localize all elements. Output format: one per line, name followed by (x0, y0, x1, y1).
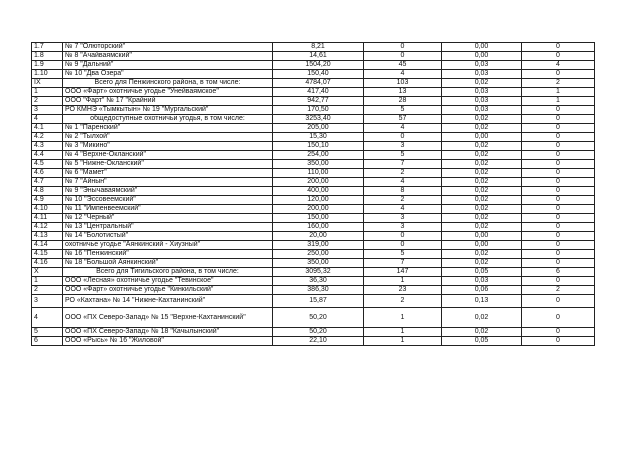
quota-cell: 0 (522, 295, 595, 308)
rate-cell: 0,02 (442, 223, 522, 232)
area-cell: 8,21 (273, 43, 364, 52)
rate-cell: 0,03 (442, 97, 522, 106)
row-number-cell: 6 (32, 337, 63, 346)
rate-cell: 0,13 (442, 295, 522, 308)
hunting-ground-name-cell: № 18 "Большой Аянкинский" (63, 259, 273, 268)
count-cell: 3 (364, 223, 442, 232)
quota-cell: 0 (522, 337, 595, 346)
hunting-ground-name-cell: № 10 "Эссовеемский" (63, 196, 273, 205)
hunting-ground-name-cell: № 9 "Дальний" (63, 61, 273, 70)
hunting-ground-name-cell: ООО «Рысь» № 16 "Жиловой" (63, 337, 273, 346)
count-cell: 0 (364, 241, 442, 250)
count-cell: 0 (364, 232, 442, 241)
area-cell: 200,00 (273, 178, 364, 187)
rate-cell: 0,02 (442, 187, 522, 196)
table-row (32, 97, 595, 106)
table-row (32, 308, 595, 328)
hunting-ground-name-cell: № 7 "Айнын" (63, 178, 273, 187)
count-cell: 13 (364, 88, 442, 97)
quota-cell: 0 (522, 223, 595, 232)
hunting-ground-name-cell: РО КМНЭ «Тымкытын» № 19 "Мургальский" (63, 106, 273, 115)
count-cell: 2 (364, 169, 442, 178)
quota-cell: 0 (522, 151, 595, 160)
rate-cell: 0,02 (442, 328, 522, 337)
area-cell: 386,30 (273, 286, 364, 295)
count-cell: 4 (364, 178, 442, 187)
table-row (32, 79, 595, 88)
area-cell: 22,10 (273, 337, 364, 346)
row-number-cell: 1.8 (32, 52, 63, 61)
table-row (32, 61, 595, 70)
quota-cell: 0 (522, 115, 595, 124)
area-cell: 205,00 (273, 124, 364, 133)
hunting-ground-name-cell: ООО "Фарт" № 17 "Крайний (63, 97, 273, 106)
area-cell: 4784,07 (273, 79, 364, 88)
table-row (32, 232, 595, 241)
row-number-cell: X (32, 268, 63, 277)
area-cell: 15,30 (273, 133, 364, 142)
row-number-cell: 1 (32, 88, 63, 97)
area-cell: 3253,40 (273, 115, 364, 124)
rate-cell: 0,05 (442, 337, 522, 346)
hunting-ground-name-cell: № 8 "Ачайваямский" (63, 52, 273, 61)
hunting-ground-name-cell: № 14 "Болотистый" (63, 232, 273, 241)
area-cell: 15,87 (273, 295, 364, 308)
area-cell: 250,00 (273, 250, 364, 259)
quota-cell: 0 (522, 328, 595, 337)
area-cell: 50,20 (273, 308, 364, 328)
area-cell: 160,00 (273, 223, 364, 232)
rate-cell: 0,02 (442, 115, 522, 124)
quota-cell: 0 (522, 178, 595, 187)
rate-cell: 0,02 (442, 205, 522, 214)
table-row (32, 88, 595, 97)
quota-cell: 2 (522, 286, 595, 295)
table-body (32, 43, 595, 346)
count-cell: 7 (364, 259, 442, 268)
row-number-cell: 4 (32, 115, 63, 124)
area-cell: 319,00 (273, 241, 364, 250)
quota-cell: 1 (522, 88, 595, 97)
count-cell: 0 (364, 52, 442, 61)
area-cell: 350,00 (273, 160, 364, 169)
rate-cell: 0,03 (442, 88, 522, 97)
quota-cell: 0 (522, 277, 595, 286)
count-cell: 5 (364, 151, 442, 160)
area-cell: 942,77 (273, 97, 364, 106)
hunting-ground-name-cell: № 9 "Энычаваямский" (63, 187, 273, 196)
rate-cell: 0,00 (442, 52, 522, 61)
hunting-ground-name-cell: ООО «Фарт» охотничье угодье "Унейваямское" (63, 88, 273, 97)
rate-cell: 0,00 (442, 43, 522, 52)
count-cell: 2 (364, 196, 442, 205)
count-cell: 28 (364, 97, 442, 106)
rate-cell: 0,03 (442, 70, 522, 79)
quota-cell: 0 (522, 133, 595, 142)
row-number-cell: 4.16 (32, 259, 63, 268)
row-number-cell: 1.7 (32, 43, 63, 52)
rate-cell: 0,02 (442, 169, 522, 178)
rate-cell: 0,02 (442, 124, 522, 133)
count-cell: 4 (364, 124, 442, 133)
count-cell: 23 (364, 286, 442, 295)
table-row (32, 196, 595, 205)
table-row (32, 160, 595, 169)
row-number-cell: 4.15 (32, 250, 63, 259)
table-row (32, 178, 595, 187)
area-cell: 110,00 (273, 169, 364, 178)
table-row (32, 124, 595, 133)
quota-cell: 0 (522, 142, 595, 151)
count-cell: 0 (364, 133, 442, 142)
hunting-ground-name-cell: № 3 "Микино" (63, 142, 273, 151)
row-number-cell: 4.12 (32, 223, 63, 232)
area-cell: 3095,32 (273, 268, 364, 277)
count-cell: 3 (364, 214, 442, 223)
hunting-ground-name-cell: № 12 "Черный" (63, 214, 273, 223)
row-number-cell: 4 (32, 308, 63, 328)
row-number-cell: 4.13 (32, 232, 63, 241)
hunting-ground-name-cell: № 10 "Два Озера" (63, 70, 273, 79)
area-cell: 14,61 (273, 52, 364, 61)
hunting-ground-name-cell: № 16 "Пенжинский" (63, 250, 273, 259)
count-cell: 7 (364, 160, 442, 169)
table-row (32, 52, 595, 61)
quota-table (31, 42, 595, 346)
table-row (32, 286, 595, 295)
table-row (32, 337, 595, 346)
rate-cell: 0,00 (442, 241, 522, 250)
area-cell: 150,10 (273, 142, 364, 151)
hunting-ground-name-cell: № 1 "Паренский" (63, 124, 273, 133)
count-cell: 45 (364, 61, 442, 70)
rate-cell: 0,03 (442, 61, 522, 70)
table-row (32, 259, 595, 268)
row-number-cell: 1.9 (32, 61, 63, 70)
count-cell: 5 (364, 250, 442, 259)
table-row (32, 43, 595, 52)
hunting-ground-name-cell: РО «Кахтана» № 14 "Нижне-Кахтанинский" (63, 295, 273, 308)
rate-cell: 0,02 (442, 178, 522, 187)
row-number-cell: 1.10 (32, 70, 63, 79)
table-row (32, 268, 595, 277)
area-cell: 350,00 (273, 259, 364, 268)
count-cell: 3 (364, 142, 442, 151)
area-cell: 400,00 (273, 187, 364, 196)
table-row (32, 106, 595, 115)
area-cell: 50,20 (273, 328, 364, 337)
count-cell: 4 (364, 70, 442, 79)
row-number-cell: 4.2 (32, 133, 63, 142)
rate-cell: 0,06 (442, 286, 522, 295)
count-cell: 5 (364, 106, 442, 115)
table-row (32, 214, 595, 223)
rate-cell: 0,00 (442, 232, 522, 241)
quota-cell: 0 (522, 196, 595, 205)
row-number-cell: 2 (32, 286, 63, 295)
hunting-ground-name-cell: Всего для Пенжинского района, в том числе: (63, 79, 273, 88)
count-cell: 8 (364, 187, 442, 196)
quota-cell: 4 (522, 61, 595, 70)
hunting-ground-name-cell: ООО «ПХ Северо-Запад» № 18 "Качылынский" (63, 328, 273, 337)
table-row (32, 241, 595, 250)
hunting-ground-name-cell: № 13 "Центральный" (63, 223, 273, 232)
row-number-cell: 4.14 (32, 241, 63, 250)
quota-cell: 0 (522, 241, 595, 250)
row-number-cell: 4.8 (32, 187, 63, 196)
row-number-cell: 4.9 (32, 196, 63, 205)
hunting-ground-name-cell: № 4 "Верхне-Окланский" (63, 151, 273, 160)
rate-cell: 0,00 (442, 133, 522, 142)
hunting-ground-name-cell: № 11 "Импенвеемский" (63, 205, 273, 214)
quota-cell: 0 (522, 205, 595, 214)
count-cell: 2 (364, 295, 442, 308)
count-cell: 1 (364, 328, 442, 337)
table-row (32, 151, 595, 160)
quota-cell: 0 (522, 187, 595, 196)
quota-cell: 0 (522, 259, 595, 268)
count-cell: 57 (364, 115, 442, 124)
area-cell: 36,30 (273, 277, 364, 286)
hunting-ground-name-cell: охотничье угодье "Аянкинский - Хиузный" (63, 241, 273, 250)
rate-cell: 0,02 (442, 79, 522, 88)
table-row (32, 250, 595, 259)
table-row (32, 277, 595, 286)
table-row (32, 295, 595, 308)
count-cell: 1 (364, 277, 442, 286)
row-number-cell: 1 (32, 277, 63, 286)
hunting-ground-name-cell: общедоступные охотничьи угодья, в том числе: (63, 115, 273, 124)
hunting-ground-name-cell: № 7 "Олюторский" (63, 43, 273, 52)
row-number-cell: 4.6 (32, 169, 63, 178)
rate-cell: 0,03 (442, 277, 522, 286)
area-cell: 150,00 (273, 214, 364, 223)
count-cell: 103 (364, 79, 442, 88)
area-cell: 1504,20 (273, 61, 364, 70)
table-row (32, 223, 595, 232)
table-row (32, 133, 595, 142)
count-cell: 1 (364, 337, 442, 346)
area-cell: 150,40 (273, 70, 364, 79)
row-number-cell: 4.5 (32, 160, 63, 169)
hunting-ground-name-cell: № 5 "Нижне-Окланский" (63, 160, 273, 169)
table-row (32, 328, 595, 337)
rate-cell: 0,02 (442, 142, 522, 151)
quota-cell: 0 (522, 308, 595, 328)
row-number-cell: 3 (32, 106, 63, 115)
table-row (32, 142, 595, 151)
table-row (32, 169, 595, 178)
hunting-ground-name-cell: Всего для Тигильского района, в том числе: (63, 268, 273, 277)
count-cell: 0 (364, 43, 442, 52)
quota-cell: 0 (522, 124, 595, 133)
rate-cell: 0,05 (442, 268, 522, 277)
quota-cell: 0 (522, 160, 595, 169)
rate-cell: 0,02 (442, 160, 522, 169)
quota-cell: 0 (522, 70, 595, 79)
area-cell: 200,00 (273, 205, 364, 214)
hunting-ground-name-cell: № 6 "Мамет" (63, 169, 273, 178)
row-number-cell: 4.11 (32, 214, 63, 223)
hunting-ground-name-cell: № 2 "Тылхой" (63, 133, 273, 142)
quota-cell: 0 (522, 106, 595, 115)
quota-cell: 0 (522, 250, 595, 259)
rate-cell: 0,02 (442, 259, 522, 268)
hunting-ground-name-cell: ООО «ПХ Северо-Запад» № 15 "Верхне-Кахтанинский" (63, 308, 273, 328)
count-cell: 147 (364, 268, 442, 277)
quota-cell: 0 (522, 43, 595, 52)
count-cell: 4 (364, 205, 442, 214)
row-number-cell: 4.3 (32, 142, 63, 151)
rate-cell: 0,02 (442, 196, 522, 205)
table-row (32, 205, 595, 214)
quota-cell: 0 (522, 52, 595, 61)
row-number-cell: 4.10 (32, 205, 63, 214)
count-cell: 1 (364, 308, 442, 328)
quota-cell: 1 (522, 97, 595, 106)
row-number-cell: 4.7 (32, 178, 63, 187)
row-number-cell: 4.4 (32, 151, 63, 160)
row-number-cell: IX (32, 79, 63, 88)
rate-cell: 0,03 (442, 106, 522, 115)
row-number-cell: 4.1 (32, 124, 63, 133)
quota-cell: 2 (522, 79, 595, 88)
hunting-ground-name-cell: ООО «Фарт» охотничье угодье "Кинкильский" (63, 286, 273, 295)
quota-cell: 0 (522, 214, 595, 223)
row-number-cell: 5 (32, 328, 63, 337)
row-number-cell: 2 (32, 97, 63, 106)
table-row (32, 187, 595, 196)
table-row (32, 70, 595, 79)
rate-cell: 0,02 (442, 308, 522, 328)
quota-cell: 0 (522, 232, 595, 241)
quota-cell: 0 (522, 169, 595, 178)
row-number-cell: 3 (32, 295, 63, 308)
area-cell: 20,00 (273, 232, 364, 241)
hunting-ground-name-cell: ООО «Лесная» охотничье угодье "Тевинское" (63, 277, 273, 286)
quota-cell: 6 (522, 268, 595, 277)
area-cell: 170,50 (273, 106, 364, 115)
rate-cell: 0,02 (442, 214, 522, 223)
rate-cell: 0,02 (442, 250, 522, 259)
area-cell: 120,00 (273, 196, 364, 205)
table-row (32, 115, 595, 124)
area-cell: 417,40 (273, 88, 364, 97)
area-cell: 254,00 (273, 151, 364, 160)
rate-cell: 0,02 (442, 151, 522, 160)
